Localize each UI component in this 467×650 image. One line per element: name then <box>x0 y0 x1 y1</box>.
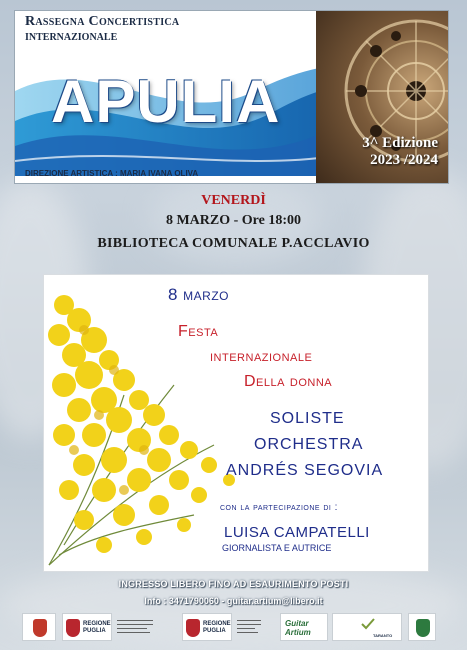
sponsor-logos <box>22 613 454 643</box>
guest-role: GIORNALISTA E AUTRICE <box>222 543 332 553</box>
checkmark-icon <box>361 617 375 631</box>
series-title: Rassegna Concertistica <box>25 14 180 29</box>
municipality-crest-logo <box>408 613 436 641</box>
series-subtitle: INTERNAZIONALE <box>25 32 118 43</box>
crest-icon <box>33 619 47 637</box>
edition-label <box>362 135 438 169</box>
comune-logo <box>22 613 56 641</box>
soliste-label: SOLISTE <box>270 410 345 427</box>
taranto-logo: TARANTO <box>332 613 402 641</box>
header-banner <box>14 10 449 184</box>
participation-label: con la partecipazione di : <box>220 502 338 513</box>
program-panel <box>44 275 428 571</box>
guest-name: LUISA CAMPATELLI <box>224 524 370 541</box>
crest-icon <box>186 619 200 637</box>
panel-date: 8 marzo <box>168 285 230 304</box>
crest-icon <box>66 619 80 637</box>
apulia-title: APULIA <box>51 68 281 135</box>
entry-note: INGRESSO LIBERO FINO AD ESAURIMENTO POSTI <box>118 579 349 589</box>
artistic-direction: DIREZIONE ARTISTICA : MARIA IVANA OLIVA <box>25 169 199 178</box>
orchestra-label: ORCHESTRA <box>254 436 364 453</box>
crest-icon <box>416 619 430 637</box>
event-day: VENERDÌ <box>201 193 266 208</box>
regione-puglia-logo-2: REGIONE PUGLIA <box>182 613 232 641</box>
event-date-time: 8 MARZO - Ore 18:00 <box>165 213 302 228</box>
regione-text-block-2: ▬▬▬▬▬▬▬▬ ▬▬▬▬▬▬▬▬ ▬▬▬▬▬▬ ▬▬▬▬▬▬▬ <box>237 618 261 634</box>
regione-puglia-logo-1: REGIONE PUGLIA <box>62 613 112 641</box>
regione-text-block: ▬▬▬▬▬▬▬▬▬▬▬▬ ▬▬▬▬▬▬▬▬▬▬▬▬ ▬▬▬▬▬▬▬▬▬▬ ▬▬▬▬▬▬▬▬▬▬▬ <box>117 618 153 634</box>
internazionale-label: internazionale <box>210 348 313 365</box>
festa-label: Festa <box>178 323 219 340</box>
event-venue: BIBLIOTECA COMUNALE P.ACCLAVIO <box>97 236 370 251</box>
edition-years: 2023 /2024 <box>370 152 438 168</box>
orchestra-name: ANDRÉS SEGOVIA <box>226 462 384 479</box>
della-donna-label: Della donna <box>244 373 333 390</box>
contact-info: Info : 3471790060 - guitar.artium@libero.it <box>144 596 323 606</box>
edition-number: 3^ Edizione <box>362 135 438 151</box>
guitar-artium-logo: Guitar Artium <box>280 613 328 641</box>
